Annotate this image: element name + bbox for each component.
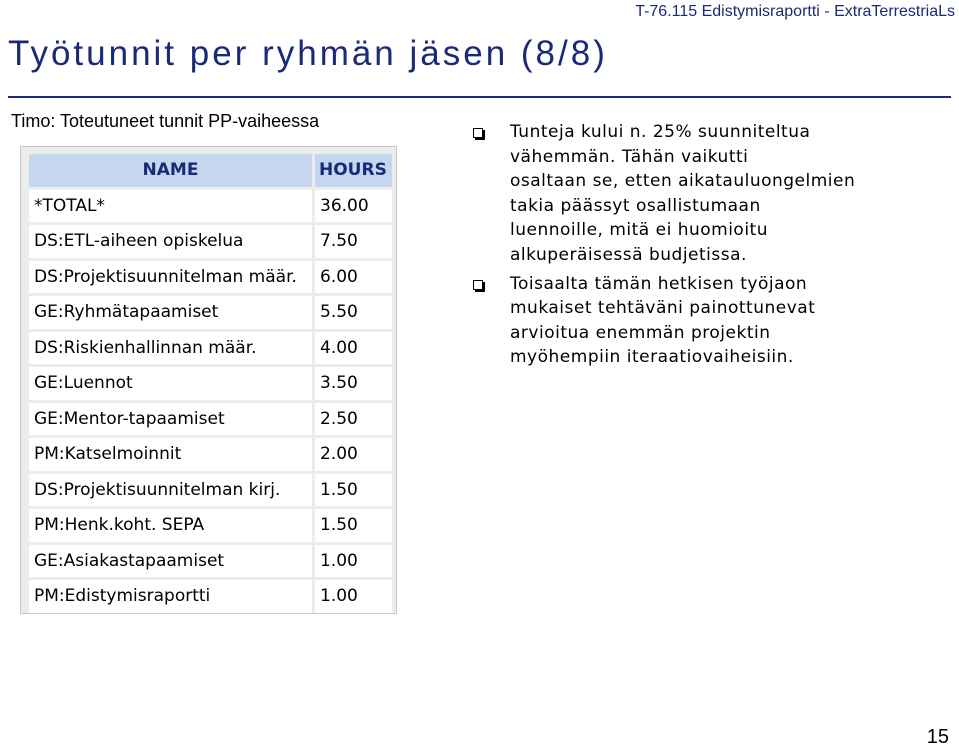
hollow-square-bullet-icon (473, 128, 483, 138)
table-row (29, 580, 392, 613)
task-name-cell: GE:Luennot (29, 367, 312, 400)
table-row (29, 474, 392, 507)
task-name-cell: GE:Ryhmätapaamiset (29, 296, 312, 329)
hours-cell: 1.50 (315, 474, 392, 507)
course-header: T-76.115 Edistymisraportti - ExtraTerrestriaLs (635, 3, 955, 20)
table-row (29, 296, 392, 329)
task-name-cell: DS:Projektisuunnitelman määr. (29, 261, 312, 294)
task-name-cell: DS:ETL-aiheen opiskelua (29, 225, 312, 258)
column-header-hours: HOURS (315, 154, 392, 187)
bullet-line: Tunteja kului n. 25% suunniteltua (510, 122, 811, 142)
task-name-cell: PM:Henk.koht. SEPA (29, 509, 312, 542)
bullet-line: mukaiset tehtäväni painottunevat (510, 298, 816, 319)
bullet-item (468, 272, 918, 370)
hollow-square-bullet-icon (473, 280, 483, 290)
hours-cell: 1.50 (315, 509, 392, 542)
task-name-cell: PM:Edistymisraportti (29, 580, 312, 613)
task-name-cell: GE:Asiakastapaamiset (29, 545, 312, 578)
hours-cell: 1.00 (315, 545, 392, 578)
table-row (29, 438, 392, 471)
task-name-cell: *TOTAL* (29, 190, 312, 223)
table-header-row (29, 154, 392, 187)
bullet-line: osaltaan se, etten aikatauluongelmien (510, 171, 856, 192)
bullet-text (510, 120, 918, 268)
table-row (29, 190, 392, 223)
bullet-line: arvioitua enemmän projektin (510, 322, 771, 343)
hours-cell: 5.50 (315, 296, 392, 329)
bullet-line: luennoille, mitä ei huomioitu (510, 220, 768, 241)
title-divider (8, 96, 951, 98)
table-row (29, 225, 392, 258)
bullet-line: myöhempiin iteraatiovaiheisiin. (510, 347, 794, 368)
hours-cell: 2.50 (315, 403, 392, 436)
page-number: 15 (926, 726, 949, 748)
hours-cell: 4.00 (315, 332, 392, 365)
hours-cell: 2.00 (315, 438, 392, 471)
bullet-line: Toisaalta tämän hetkisen työjaon (510, 273, 808, 294)
table-row (29, 367, 392, 400)
bullet-list (468, 120, 918, 374)
hours-cell: 6.00 (315, 261, 392, 294)
hours-table (26, 151, 395, 616)
bullet-text (510, 272, 918, 370)
task-name-cell: DS:Riskienhallinnan määr. (29, 332, 312, 365)
slide-title: Työtunnit per ryhmän jäsen (8/8) (8, 34, 608, 73)
hours-cell: 7.50 (315, 225, 392, 258)
column-header-name: NAME (29, 154, 312, 187)
table-row (29, 403, 392, 436)
bullet-line: alkuperäisessä budjetissa. (510, 244, 747, 265)
task-name-cell: GE:Mentor-tapaamiset (29, 403, 312, 436)
bullet-item (468, 120, 918, 268)
table-row (29, 261, 392, 294)
task-name-cell: DS:Projektisuunnitelman kirj. (29, 474, 312, 507)
hours-table-panel (20, 146, 397, 614)
hours-cell: 1.00 (315, 580, 392, 613)
table-row (29, 332, 392, 365)
hours-cell: 36.00 (315, 190, 392, 223)
table-row (29, 509, 392, 542)
bullet-line: takia päässyt osallistumaan (510, 195, 761, 216)
table-caption: Timo: Toteutuneet tunnit PP-vaiheessa (11, 111, 320, 131)
task-name-cell: PM:Katselmoinnit (29, 438, 312, 471)
bullet-line: vähemmän. Tähän vaikutti (510, 146, 749, 167)
hours-cell: 3.50 (315, 367, 392, 400)
table-row (29, 545, 392, 578)
